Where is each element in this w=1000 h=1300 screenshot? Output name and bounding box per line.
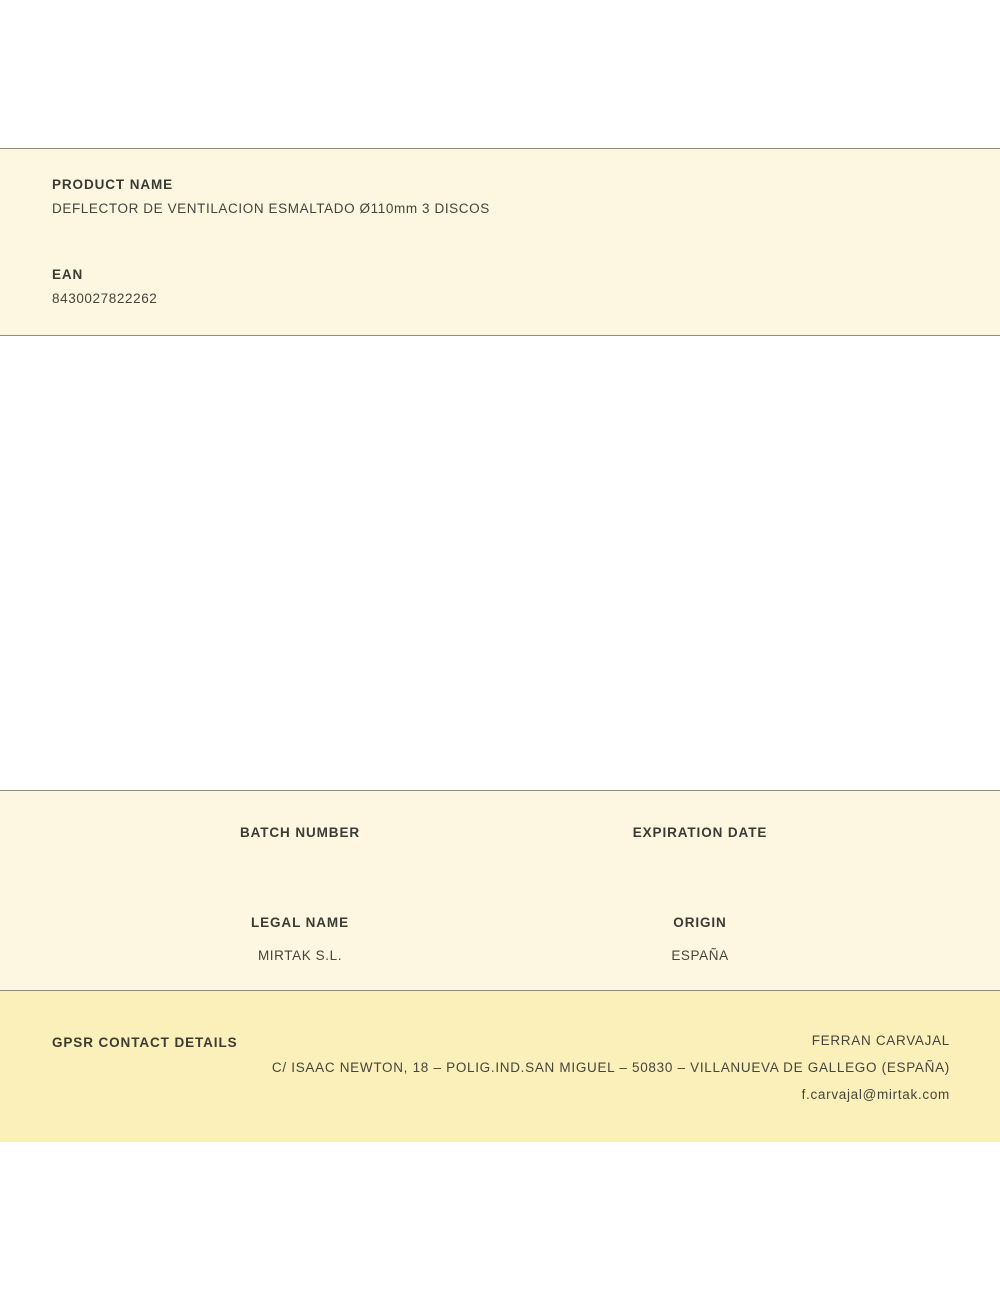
expiration-date-value [550, 858, 850, 874]
gpsr-contact-title: GPSR CONTACT DETAILS [52, 1035, 238, 1050]
gpsr-contact-email: f.carvajal@mirtak.com [801, 1087, 950, 1102]
bottom-blank-area [0, 1142, 1000, 1300]
batch-number-value [150, 858, 450, 874]
expiration-date-label: EXPIRATION DATE [632, 825, 768, 840]
product-name-field [52, 177, 490, 216]
legal-name-value: MIRTAK S.L. [257, 948, 343, 963]
gpsr-contact-details [272, 1033, 950, 1102]
product-name-value: DEFLECTOR DE VENTILACION ESMALTADO Ø110mm 3 DISCOS [52, 201, 490, 216]
ean-label: EAN [52, 267, 84, 282]
ean-field [52, 267, 157, 306]
origin-value: ESPAÑA [671, 948, 729, 963]
batch-number-field [150, 825, 450, 874]
gpsr-contact-panel [0, 990, 1000, 1142]
expiration-date-field [550, 825, 850, 874]
gpsr-contact-name: FERRAN CARVAJAL [811, 1033, 950, 1048]
gpsr-contact-address: C/ ISAAC NEWTON, 18 – POLIG.IND.SAN MIGUEL – 50830 – VILLANUEVA DE GALLEGO (ESPAÑA) [271, 1060, 950, 1075]
origin-label: ORIGIN [673, 915, 727, 930]
legal-name-label: LEGAL NAME [250, 915, 349, 930]
legal-name-field [150, 915, 450, 964]
origin-field [550, 915, 850, 964]
batch-number-label: BATCH NUMBER [239, 825, 361, 840]
blank-content-area [0, 336, 1000, 790]
product-info-panel [0, 148, 1000, 336]
product-name-label: PRODUCT NAME [52, 177, 174, 192]
ean-value: 8430027822262 [52, 291, 158, 306]
batch-info-panel [0, 790, 1000, 990]
